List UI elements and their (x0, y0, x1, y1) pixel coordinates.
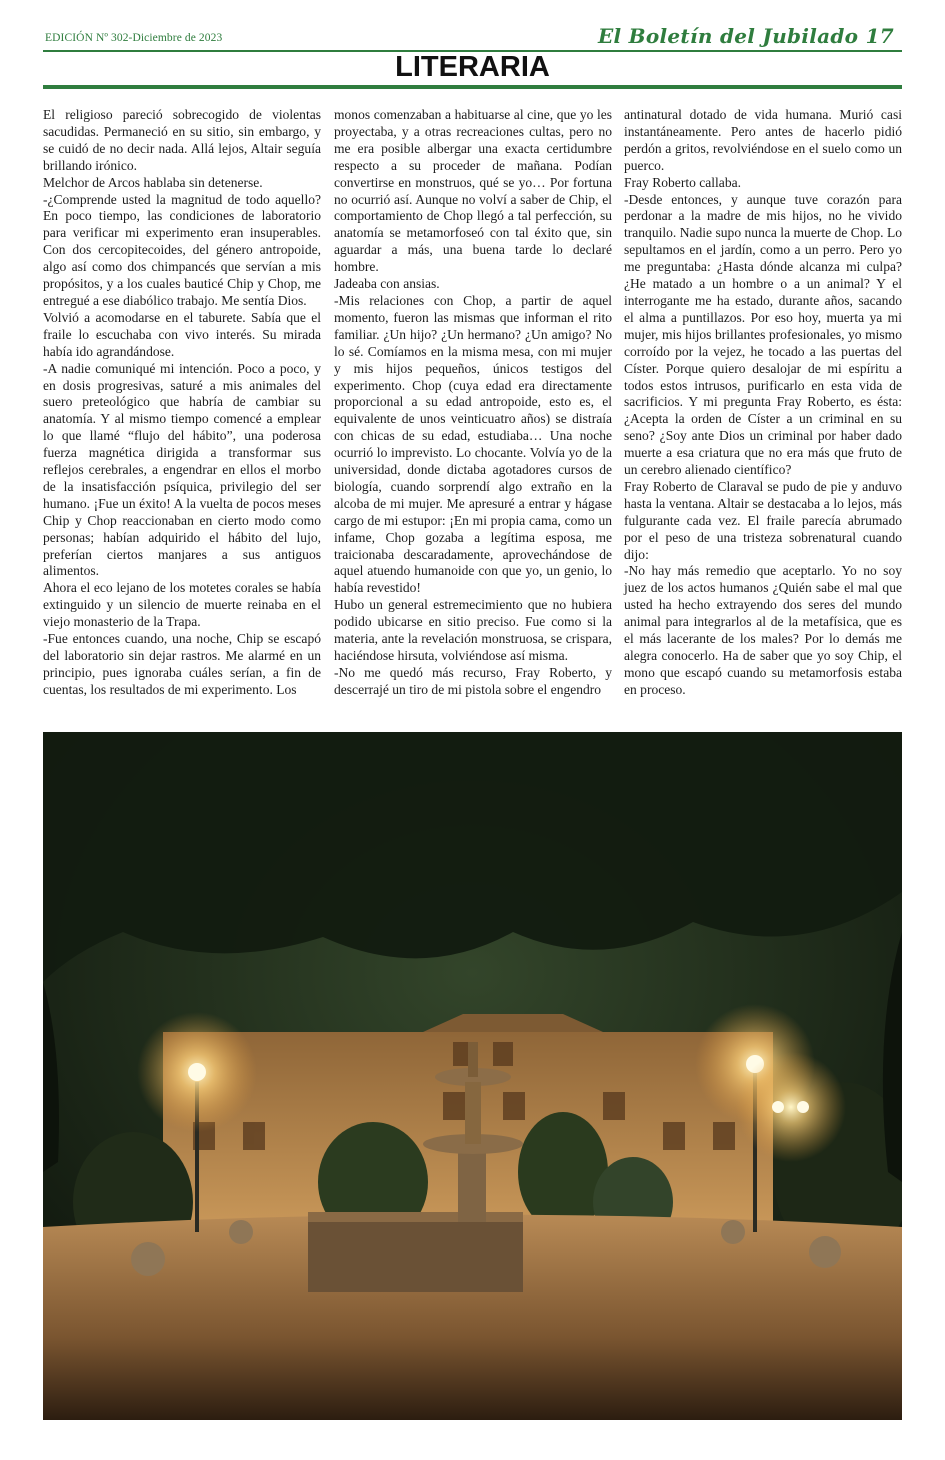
article-column-3 (624, 107, 902, 699)
masthead (43, 26, 902, 50)
paragraph: Ahora el eco lejano de los motetes corales se había extinguido y un silencio de muerte reinaba en el viejo monasterio de la Trapa. (43, 580, 321, 630)
article-column-1 (43, 107, 321, 699)
section-title: LITERARIA (395, 51, 550, 83)
edition-label: EDICIÓN Nº 302-Diciembre de 2023 (45, 32, 223, 44)
paragraph: -Mis relaciones con Chop, a partir de aquel momento, fueron las mismas que informan el rito familiar. ¿Un hijo? ¿Un hermano? ¿Un amigo? No lo sé. Comíamos en la misma mesa, con mi mujer y mis hijos pequeños, únicos testigos del experimento. Chop (cuya edad era directamente proporcional a su edad antropoide, esto es, el equivalente de unos veinticuatro años) se distraía con chicas de su edad, estudiaba… Una noche ocurrió lo imprevisto. Lo chocante. Volvía yo de la universidad, donde dictaba agotadores cursos de biología, cuando sorprendí algo extraño en la alcoba de mi mujer. Me apresuré a entrar y hágase cargo de mi estupor: ¡En mi propia cama, como un infame, Chop gozaba a legítima esposa, me traicionaba descaradamente, aprovechándose de aquel atuendo humanoide con que yo, un genio, lo había revestido! (334, 292, 612, 596)
section-rule (43, 85, 902, 89)
paragraph: Fray Roberto de Claraval se pudo de pie y anduvo hasta la ventana. Altair se destacaba a lo lejos, más fulgurante cada vez. El fraile parecía abrumado por el peso de una tristeza sobrenatural cuando dijo: (624, 478, 902, 562)
paragraph: -Fue entonces cuando, una noche, Chip se escapó del laboratorio sin dejar rastros. Me alarmé en un principio, pues ignoraba cuáles serían, a fin de cuentas, los resultados de mi experimento. Los (43, 631, 321, 697)
paragraph: -A nadie comuniqué mi intención. Poco a poco, y en dosis progresivas, saturé a mis animales del suero preteológico que habría de cambiar su anatomía. Y al mismo tiempo comencé a emplear lo que llamé “flujo del hábito”, una poderosa fuerza magnética dirigida a transformar sus reflejos cerebrales, a engendrar en ellos el morbo de la insatisfacción psíquica, privilegio del ser humano. ¡Fue un éxito! A la vuelta de pocos meses Chip y Chop reaccionaban en cierto modo como personas; habían adquirido el hábito del lujo, preferían ciertos manjares a sus antiguos alimentos. (43, 360, 321, 579)
paragraph: monos comenzaban a habituarse al cine, que yo les proyectaba, y a otras recreaciones cultas, pero no me era posible albergar una exacta certidumbre respecto a su proceder de mañana. Podían convertirse en monstruos, qué se yo… Por fortuna no ocurrió así. Aunque no volví a saber de Chip, el comportamiento de Chop llegó a tal perfección, su anatomía se metamorfoseó con tal éxito que, sin aguardar a más, una buena tarde lo declaré hombre. (334, 107, 612, 275)
paragraph: -¿Comprende usted la magnitud de todo aquello? En poco tiempo, las condiciones de laboratorio para verificar mi experimento eran insuperables. Con dos cercopitecoides, del género antropoide, algo así como dos chimpancés que servían a mis propósitos, y a los cuales bauticé Chip y Chop, me entregué a ese diabólico trabajo. Me sentía Dios. (43, 191, 321, 308)
paragraph: Melchor de Arcos hablaba sin detenerse. (43, 174, 263, 190)
article-column-2 (334, 107, 612, 699)
fountain-basin (308, 1212, 523, 1292)
paragraph: -No hay más remedio que aceptarlo. Yo no soy juez de los actos humanos ¿Quién sabe el mal que usted ha hecho extrayendo dos seres del mundo animal para integrarlos al de la metafísica, que es el más lacerante de los males? Por lo demás me alegra conocerlo. Ha de saber que yo soy Chip, el mono que escapó cuando su metamorfosis estaba en proceso. (624, 563, 902, 697)
paragraph: Jadeaba con ansias. (334, 276, 440, 292)
paragraph: Hubo un general estremecimiento que no hubiera podido ubicarse en sitio preciso. Fue como si la materia, ante la revelación monstruosa, se crispara, haciéndose hirsuta, volviéndose así misma. (334, 597, 612, 663)
paragraph: El religioso pareció sobrecogido de violentas sacudidas. Permaneció en su sitio, sin embargo, y se cuidó de no decir nada. Allá lejos, Altair seguía brillando irónico. (43, 107, 321, 173)
publication-title: El Boletín del Jubilado 17 (597, 24, 894, 48)
paragraph: antinatural dotado de vida humana. Murió casi instantáneamente. Pero antes de hacerlo pidió perdón a gritos, revolviéndose en el suelo como un puerco. (624, 107, 902, 173)
paragraph: Fray Roberto callaba. (624, 174, 741, 190)
monastery-night-photo (43, 732, 902, 1420)
paragraph: -Desde entonces, y aunque tuve corazón para perdonar a la madre de mis hijos, no he vivido tranquilo. Nadie supo nunca la muerte de Chop. Lo sepultamos en el jardín, como a un perro. Pero yo me preguntaba: ¿Hasta dónde alcanza mi culpa? ¿He matado a un hombre o a un animal? Y el interrogante me ha estado, durante años, sacando el alma a puntillazos. Por eso hoy, muerta ya mi mujer, mis hijos brillantes profesionales, yo mismo corroído por la vejez, he tocado a las puertas del Císter. Porque quiero desalojar de mi espíritu a todos estos intrusos, purificarlo en esta vida de sacrificios. Y mi pregunta Fray Roberto, es ésta: ¿Acepta la orden de Císter a un criminal en su seno? ¿Soy ante Dios un criminal por haber dado muerte a esa criatura que no era más que fruto de un cerebro alienado científico? (624, 191, 902, 478)
paragraph: Volvió a acomodarse en el taburete. Sabía que el fraile lo escuchaba con vivo interés. Su mirada había ido agrandándose. (43, 309, 321, 359)
paragraph: -No me quedó más recurso, Fray Roberto, y descerrajé un tiro de mi pistola sobre el engendro (334, 664, 612, 697)
